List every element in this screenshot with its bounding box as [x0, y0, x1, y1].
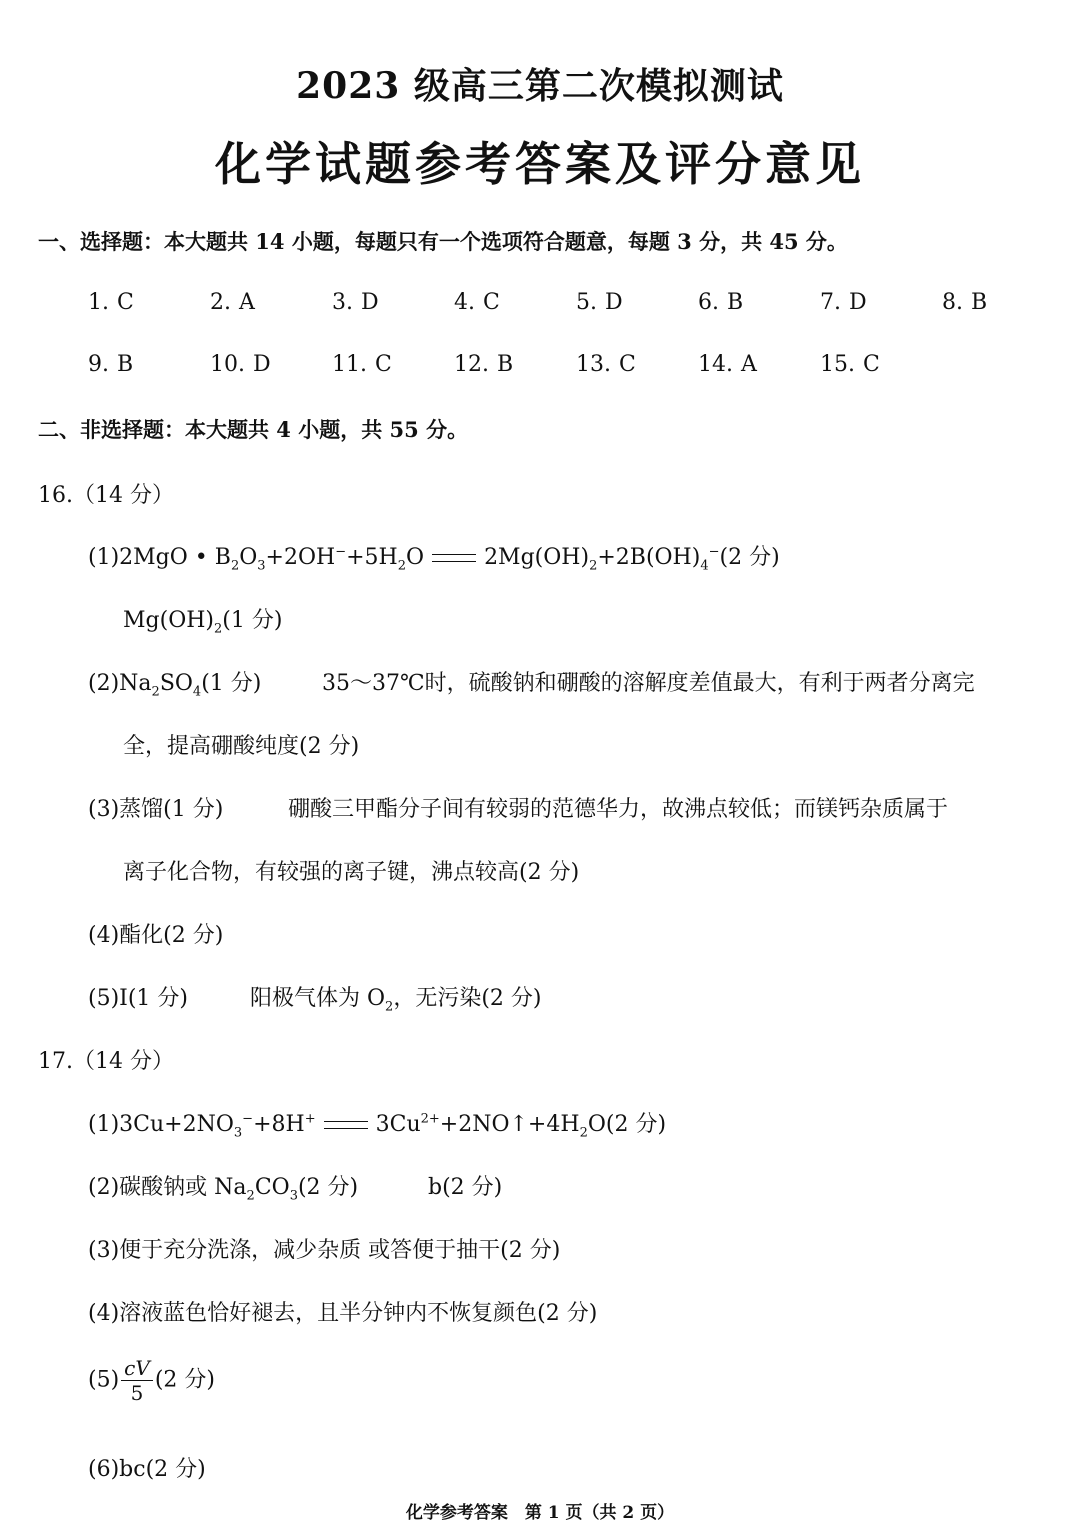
mc-answer-letter: D [361, 290, 379, 315]
mc-answer [332, 290, 379, 315]
mc-answer [576, 352, 636, 377]
mc-answer [698, 352, 757, 377]
mc-answer [820, 290, 867, 315]
mc-answer-letter: C [117, 290, 134, 315]
mc-answer-letter: A [239, 290, 255, 315]
mc-answer-letter: C [375, 352, 392, 377]
equals-sign [324, 1121, 368, 1129]
mc-question-number: 10. [210, 352, 245, 377]
equals-sign [432, 554, 476, 562]
q16-part3-answer: (3)蒸馏(1 分) [88, 797, 224, 822]
q17-heading: 17.（14 分） [38, 1049, 174, 1074]
mc-answer [210, 290, 255, 315]
q17-part2-answer: (2)碳酸钠或 $Na_2CO_3(2$ 分) [88, 1175, 359, 1204]
mc-question-number: 7. [820, 290, 841, 315]
mc-answer-letter: D [253, 352, 271, 377]
q17-part4-answer: (4)溶液蓝色恰好褪去，且半分钟内不恢复颜色(2 分) [88, 1301, 598, 1326]
q16-part2-explanation: 35～37℃时，硫酸钠和硼酸的溶解度差值最大，有利于两者分离完 [322, 671, 975, 696]
q16-part3-explanation-cont: 离子化合物，有较强的离子键，沸点较高(2 分) [123, 860, 580, 885]
exam-title: 2023 级高三第二次模拟测试 [296, 65, 784, 107]
mc-answer [88, 290, 134, 315]
q16-part1-equation: (1)2MgO • $B_2O_3+2OH^-+5H_2O$ $2Mg(OH)_2+2B(OH)_4^-(2$ 分) [88, 544, 780, 574]
q17-part3-answer: (3)便于充分洗涤，减少杂质 或答便于抽干(2 分) [88, 1238, 561, 1263]
q16-part4-answer: (4)酯化(2 分) [88, 923, 224, 948]
mc-answer [210, 352, 271, 377]
mc-question-number: 11. [332, 352, 367, 377]
mc-answer [576, 290, 623, 315]
mc-answer-letter: D [849, 290, 867, 315]
mc-question-number: 15. [820, 352, 855, 377]
q16-part3-explanation: 硼酸三甲酯分子间有较弱的范德华力，故沸点较低；而镁钙杂质属于 [288, 797, 949, 822]
mc-question-number: 14. [698, 352, 733, 377]
q17-part2-answer-b: b(2 分) [428, 1175, 503, 1200]
mc-answer [454, 352, 513, 377]
document-title: 化学试题参考答案及评分意见 [215, 137, 865, 191]
q16-part2-explanation-cont: 全，提高硼酸纯度(2 分) [123, 734, 360, 759]
q16-part2-answer: $(2)Na_2SO_4(1$ 分) [88, 671, 262, 700]
mc-answer [820, 352, 880, 377]
q16-heading: 16.（14 分） [38, 483, 174, 508]
mc-question-number: 1. [88, 290, 109, 315]
page-footer: 化学参考答案 第 1 页（共 2 页） [405, 1503, 675, 1523]
mc-answer-letter: A [741, 352, 757, 377]
mc-answer [454, 290, 500, 315]
mc-question-number: 3. [332, 290, 353, 315]
mc-answer [88, 352, 133, 377]
q16-part5-explanation: 阳极气体为 $O_2$，无污染(2 分) [250, 986, 542, 1015]
fraction: $\frac{cV}{5}$ [121, 1356, 153, 1405]
mc-answer-letter: C [483, 290, 500, 315]
mc-answer-letter: B [497, 352, 514, 377]
mc-question-number: 13. [576, 352, 611, 377]
mc-answer [332, 352, 392, 377]
mc-answer-letter: B [727, 290, 744, 315]
mc-answer-letter: B [971, 290, 988, 315]
mc-question-number: 8. [942, 290, 963, 315]
mc-question-number: 5. [576, 290, 597, 315]
q17-part6-answer: (6)bc(2 分) [88, 1457, 206, 1482]
mc-answer-letter: C [619, 352, 636, 377]
q17-part5-answer: (5) $\frac{cV}{5}$ (2 分) [88, 1356, 215, 1405]
q16-part1-answer2: $Mg(OH)_2(1$ 分) [123, 608, 283, 637]
mc-answer [698, 290, 743, 315]
q17-part1-equation: $(1)3Cu+2NO_3^-+8H^+$ $3Cu^{2+}+2NO↑+4H_2O(2$ 分) [88, 1111, 667, 1141]
mc-answer-letter: D [605, 290, 623, 315]
mc-question-number: 9. [88, 352, 109, 377]
mc-answer-letter: B [117, 352, 134, 377]
q16-part5-answer: (5)I(1 分) [88, 986, 189, 1011]
section2-heading: 二、非选择题：本大题共 4 小题，共 55 分。 [38, 417, 469, 442]
mc-answer [942, 290, 987, 315]
mc-question-number: 6. [698, 290, 719, 315]
section1-heading: 一、选择题：本大题共 14 小题，每题只有一个选项符合题意，每题 3 分，共 45 分。 [38, 229, 848, 254]
mc-answer-letter: C [863, 352, 880, 377]
mc-question-number: 12. [454, 352, 489, 377]
mc-question-number: 4. [454, 290, 475, 315]
mc-question-number: 2. [210, 290, 231, 315]
